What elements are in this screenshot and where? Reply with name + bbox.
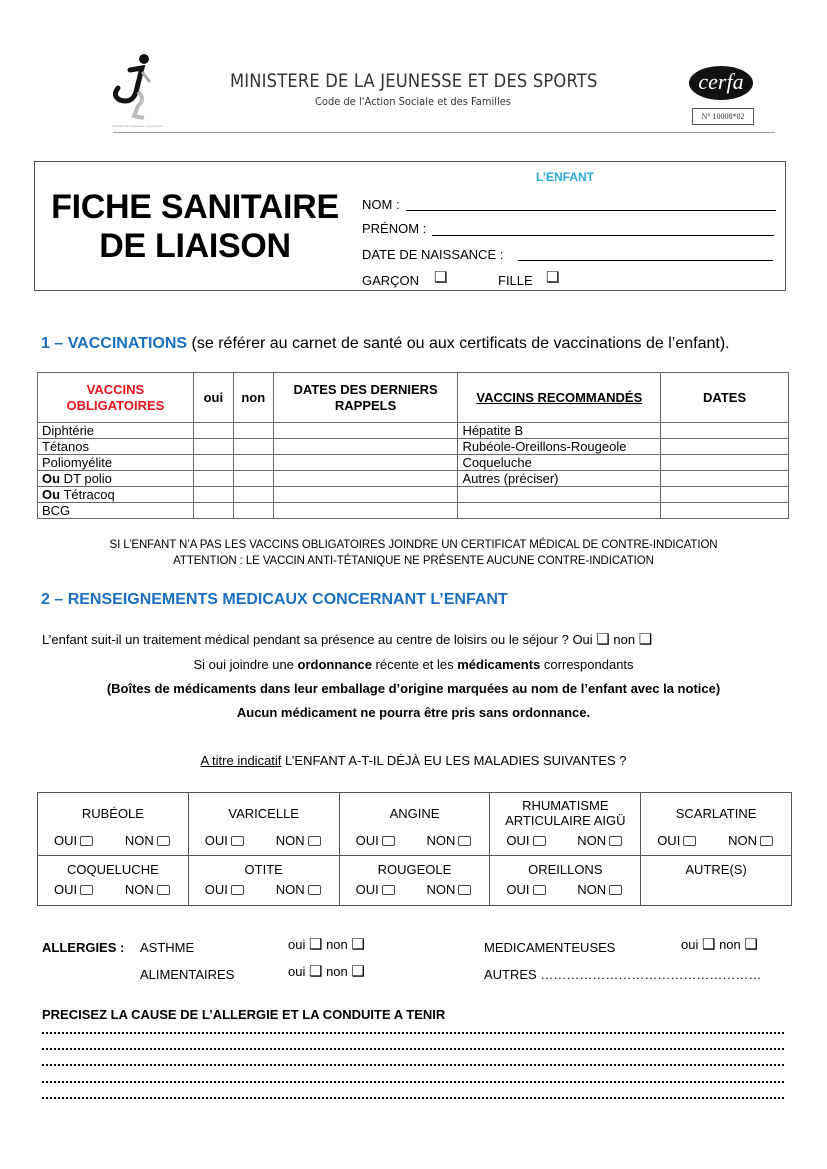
disease-cell-autres[interactable]: AUTRE(S)	[641, 856, 792, 906]
cerfa-logo: cerfa	[689, 66, 753, 100]
form-title-line1: FICHE SANITAIRE	[51, 188, 339, 226]
oui-option[interactable]: OUI	[356, 833, 395, 848]
non-checkbox	[157, 885, 170, 895]
oui-option[interactable]: OUI	[657, 833, 696, 848]
disease-cell: RHUMATISME ARTICULAIRE AIGÜ OUI NON	[490, 793, 641, 856]
allergy-cause-line[interactable]	[42, 1079, 784, 1083]
col-obligatoires: VACCINS OBLIGATOIRES	[38, 373, 194, 423]
non-checkbox	[760, 836, 773, 846]
vaccinations-header-row	[38, 373, 789, 423]
vaccin-recommande	[458, 487, 661, 503]
non-cell[interactable]	[233, 503, 273, 519]
non-option[interactable]: NON	[125, 833, 170, 848]
asthme-options: oui ❑ non ❑	[288, 936, 365, 953]
non-cell[interactable]	[233, 455, 273, 471]
non-checkbox	[609, 885, 622, 895]
oui-cell[interactable]	[193, 439, 233, 455]
cerfa-number: N° 10008*02	[692, 108, 754, 125]
oui-checkbox	[80, 836, 93, 846]
oui-checkbox	[683, 836, 696, 846]
col-recommandes	[458, 373, 661, 423]
vaccinations-table	[37, 372, 789, 519]
garcon-label: GARÇON	[362, 273, 420, 288]
allergy-cause-heading: PRECISEZ LA CAUSE DE L’ALLERGIE ET LA CONDUITE A TENIR	[42, 1007, 446, 1022]
col-oui: oui	[193, 373, 233, 423]
vaccine-note-1: SI L’ENFANT N’A PAS LES VACCINS OBLIGATOIRES JOINDRE UN CERTIFICAT MÉDICAL DE CONTRE-INDICATION	[109, 539, 718, 551]
date-cell[interactable]	[661, 487, 789, 503]
non-checkbox	[308, 885, 321, 895]
asthme-non-checkbox[interactable]: ❑	[351, 936, 365, 953]
rappel-date-cell[interactable]	[273, 423, 458, 439]
treatment-question: L’enfant suit-il un traitement médical pendant sa présence au centre de loisirs ou le séjour ?	[42, 632, 569, 647]
fille-label: FILLE	[498, 273, 533, 288]
oui-option[interactable]: OUI	[205, 882, 244, 897]
oui-checkbox	[382, 885, 395, 895]
non-checkbox	[458, 836, 471, 846]
disease-cell: ANGINE OUI NON	[339, 793, 490, 856]
autres-label: AUTRES	[484, 967, 537, 982]
oui-cell[interactable]	[193, 471, 233, 487]
vaccine-note-2: ATTENTION : LE VACCIN ANTI-TÉTANIQUE NE PRÉSENTE AUCUNE CONTRE-INDICATION	[173, 555, 654, 567]
non-option[interactable]: NON	[276, 833, 321, 848]
rappel-date-cell[interactable]	[273, 439, 458, 455]
allergy-cause-line[interactable]	[42, 1046, 784, 1050]
non-option[interactable]: NON	[427, 833, 472, 848]
ministry-logo-icon	[108, 52, 158, 124]
vaccin-recommande: Autres (préciser)	[458, 471, 661, 487]
non-option[interactable]: NON	[125, 882, 170, 897]
si-oui-instruction: Si oui joindre une ordonnance récente et les médicaments correspondants	[193, 657, 634, 672]
garcon-checkbox[interactable]: ❑	[434, 269, 448, 286]
vaccin-recommande	[458, 503, 661, 519]
disease-cell: VARICELLE OUI NON	[188, 793, 339, 856]
section-vaccinations-title: 1 – VACCINATIONS	[41, 335, 188, 352]
oui-option[interactable]: OUI	[54, 882, 93, 897]
form-title	[40, 188, 350, 266]
disease-cell: OTITE OUI NON	[188, 856, 339, 906]
alimentaires-non-checkbox[interactable]: ❑	[351, 963, 365, 980]
vaccin-recommande: Hépatite B	[458, 423, 661, 439]
table-row	[38, 439, 789, 455]
oui-option[interactable]: OUI	[506, 882, 545, 897]
table-row	[38, 423, 789, 439]
diseases-table	[37, 792, 792, 906]
oui-option[interactable]: OUI	[356, 882, 395, 897]
col-rappels: DATES DES DERNIERS RAPPELS	[273, 373, 458, 423]
medicamenteuses-options: oui ❑ non ❑	[681, 936, 758, 953]
asthme-label: ASTHME	[140, 940, 195, 955]
treatment-question-row	[42, 632, 652, 647]
autres-allergies[interactable]	[484, 967, 761, 982]
date-cell[interactable]	[661, 423, 789, 439]
oui-cell[interactable]	[193, 423, 233, 439]
alimentaires-oui-checkbox[interactable]: ❑	[308, 963, 323, 980]
oui-checkbox	[533, 885, 546, 895]
oui-checkbox	[80, 885, 93, 895]
disease-cell: SCARLATINE OUI NON	[641, 793, 792, 856]
non-option[interactable]: NON	[577, 833, 622, 848]
rappel-date-cell[interactable]	[273, 455, 458, 471]
no-medication-note: Aucun médicament ne pourra être pris sans ordonnance.	[236, 705, 591, 720]
medicamenteuses-non-checkbox[interactable]: ❑	[744, 936, 758, 953]
nom-field[interactable]	[406, 210, 776, 211]
oui-checkbox	[382, 836, 395, 846]
non-option[interactable]: NON	[427, 882, 472, 897]
allergies-label: ALLERGIES :	[42, 940, 125, 955]
non-cell[interactable]	[233, 439, 273, 455]
prenom-field[interactable]	[432, 235, 774, 236]
vaccin-obligatoire: Ou DT polio	[38, 471, 194, 487]
child-section-heading: L’ENFANT	[536, 170, 595, 184]
asthme-oui-checkbox[interactable]: ❑	[308, 936, 323, 953]
rappel-date-cell[interactable]	[273, 487, 458, 503]
treatment-non-checkbox[interactable]: ❑	[638, 631, 653, 648]
non-cell[interactable]	[233, 471, 273, 487]
date-cell[interactable]	[661, 455, 789, 471]
non-checkbox	[157, 836, 170, 846]
oui-checkbox	[231, 885, 244, 895]
rappel-date-cell[interactable]	[273, 503, 458, 519]
fille-checkbox[interactable]: ❑	[546, 269, 560, 286]
table-row	[38, 455, 789, 471]
oui-option[interactable]: OUI	[506, 833, 545, 848]
non-option[interactable]: NON	[728, 833, 773, 848]
non-option[interactable]: NON	[577, 882, 622, 897]
section-medical-heading: 2 – RENSEIGNEMENTS MEDICAUX CONCERNANT L’ENFANT	[41, 591, 508, 608]
rappel-date-cell[interactable]	[273, 471, 458, 487]
non-checkbox	[458, 885, 471, 895]
ministry-subtitle: Code de l'Action Sociale et des Familles	[315, 95, 512, 108]
vaccin-obligatoire: Ou Tétracoq	[38, 487, 194, 503]
oui-checkbox	[231, 836, 244, 846]
table-row	[38, 471, 789, 487]
oui-cell[interactable]	[193, 503, 233, 519]
vaccin-recommande: Coqueluche	[458, 455, 661, 471]
diseases-row-2	[38, 856, 792, 906]
allergy-cause-line[interactable]	[42, 1030, 784, 1034]
ministry-title: MINISTERE DE LA JEUNESSE ET DES SPORTS	[230, 70, 598, 92]
header-divider	[113, 132, 775, 133]
logo-caption: ministère de la jeunesse et des sports	[112, 124, 163, 127]
non-cell[interactable]	[233, 487, 273, 503]
disease-cell: RUBÉOLE OUI NON	[38, 793, 189, 856]
non-checkbox	[308, 836, 321, 846]
oui-option[interactable]: OUI	[205, 833, 244, 848]
date-cell[interactable]	[661, 439, 789, 455]
table-row	[38, 503, 789, 519]
disease-cell: ROUGEOLE OUI NON	[339, 856, 490, 906]
date-naissance-label: DATE DE NAISSANCE :	[362, 247, 504, 262]
medicamenteuses-oui-checkbox[interactable]: ❑	[701, 936, 716, 953]
col-recommandes-label: VACCINS RECOMMANDÉS	[476, 389, 643, 405]
form-title-line2: DE LIAISON	[99, 227, 291, 265]
oui-option[interactable]: OUI	[54, 833, 93, 848]
date-naissance-field[interactable]	[518, 260, 773, 261]
non-cell[interactable]	[233, 423, 273, 439]
allergy-cause-line[interactable]	[42, 1095, 784, 1099]
nom-label: NOM :	[362, 197, 400, 212]
medicamenteuses-label: MEDICAMENTEUSES	[484, 940, 616, 955]
col-dates: DATES	[661, 373, 789, 423]
prenom-label: PRÉNOM :	[362, 221, 427, 236]
col-non: non	[233, 373, 273, 423]
oui-cell[interactable]	[193, 487, 233, 503]
disease-cell: OREILLONS OUI NON	[490, 856, 641, 906]
diseases-row-1	[38, 793, 792, 856]
section-vaccinations-subtitle: (se référer au carnet de santé ou aux certificats de vaccinations de l’enfant).	[187, 335, 730, 352]
oui-checkbox	[533, 836, 546, 846]
medication-packaging-note: (Boîtes de médicaments dans leur emballage d’origine marquées au nom de l’enfant avec la notice)	[106, 681, 721, 696]
alimentaires-label: ALIMENTAIRES	[140, 967, 235, 982]
diseases-question: A titre indicatif L’ENFANT A-T-IL DÉJÀ EU LES MALADIES SUIVANTES ?	[200, 753, 627, 768]
treatment-oui-label: Oui	[572, 632, 593, 647]
oui-cell[interactable]	[193, 455, 233, 471]
vaccin-recommande: Rubéole-Oreillons-Rougeole	[458, 439, 661, 455]
alimentaires-options: oui ❑ non ❑	[288, 963, 365, 980]
vaccin-obligatoire: Diphtérie	[38, 423, 194, 439]
autres-field[interactable]: ……………………………………………	[540, 967, 762, 982]
disease-cell: COQUELUCHE OUI NON	[38, 856, 189, 906]
section-vaccinations-heading	[41, 335, 730, 353]
treatment-oui-checkbox[interactable]: ❑	[596, 631, 610, 648]
date-cell[interactable]	[661, 503, 789, 519]
treatment-non-label: non	[613, 632, 636, 647]
vaccin-obligatoire: BCG	[38, 503, 194, 519]
non-option[interactable]: NON	[276, 882, 321, 897]
non-checkbox	[609, 836, 622, 846]
vaccin-obligatoire: Poliomyélite	[38, 455, 194, 471]
allergy-cause-line[interactable]	[42, 1062, 784, 1066]
date-cell[interactable]	[661, 471, 789, 487]
vaccin-obligatoire: Tétanos	[38, 439, 194, 455]
table-row	[38, 487, 789, 503]
